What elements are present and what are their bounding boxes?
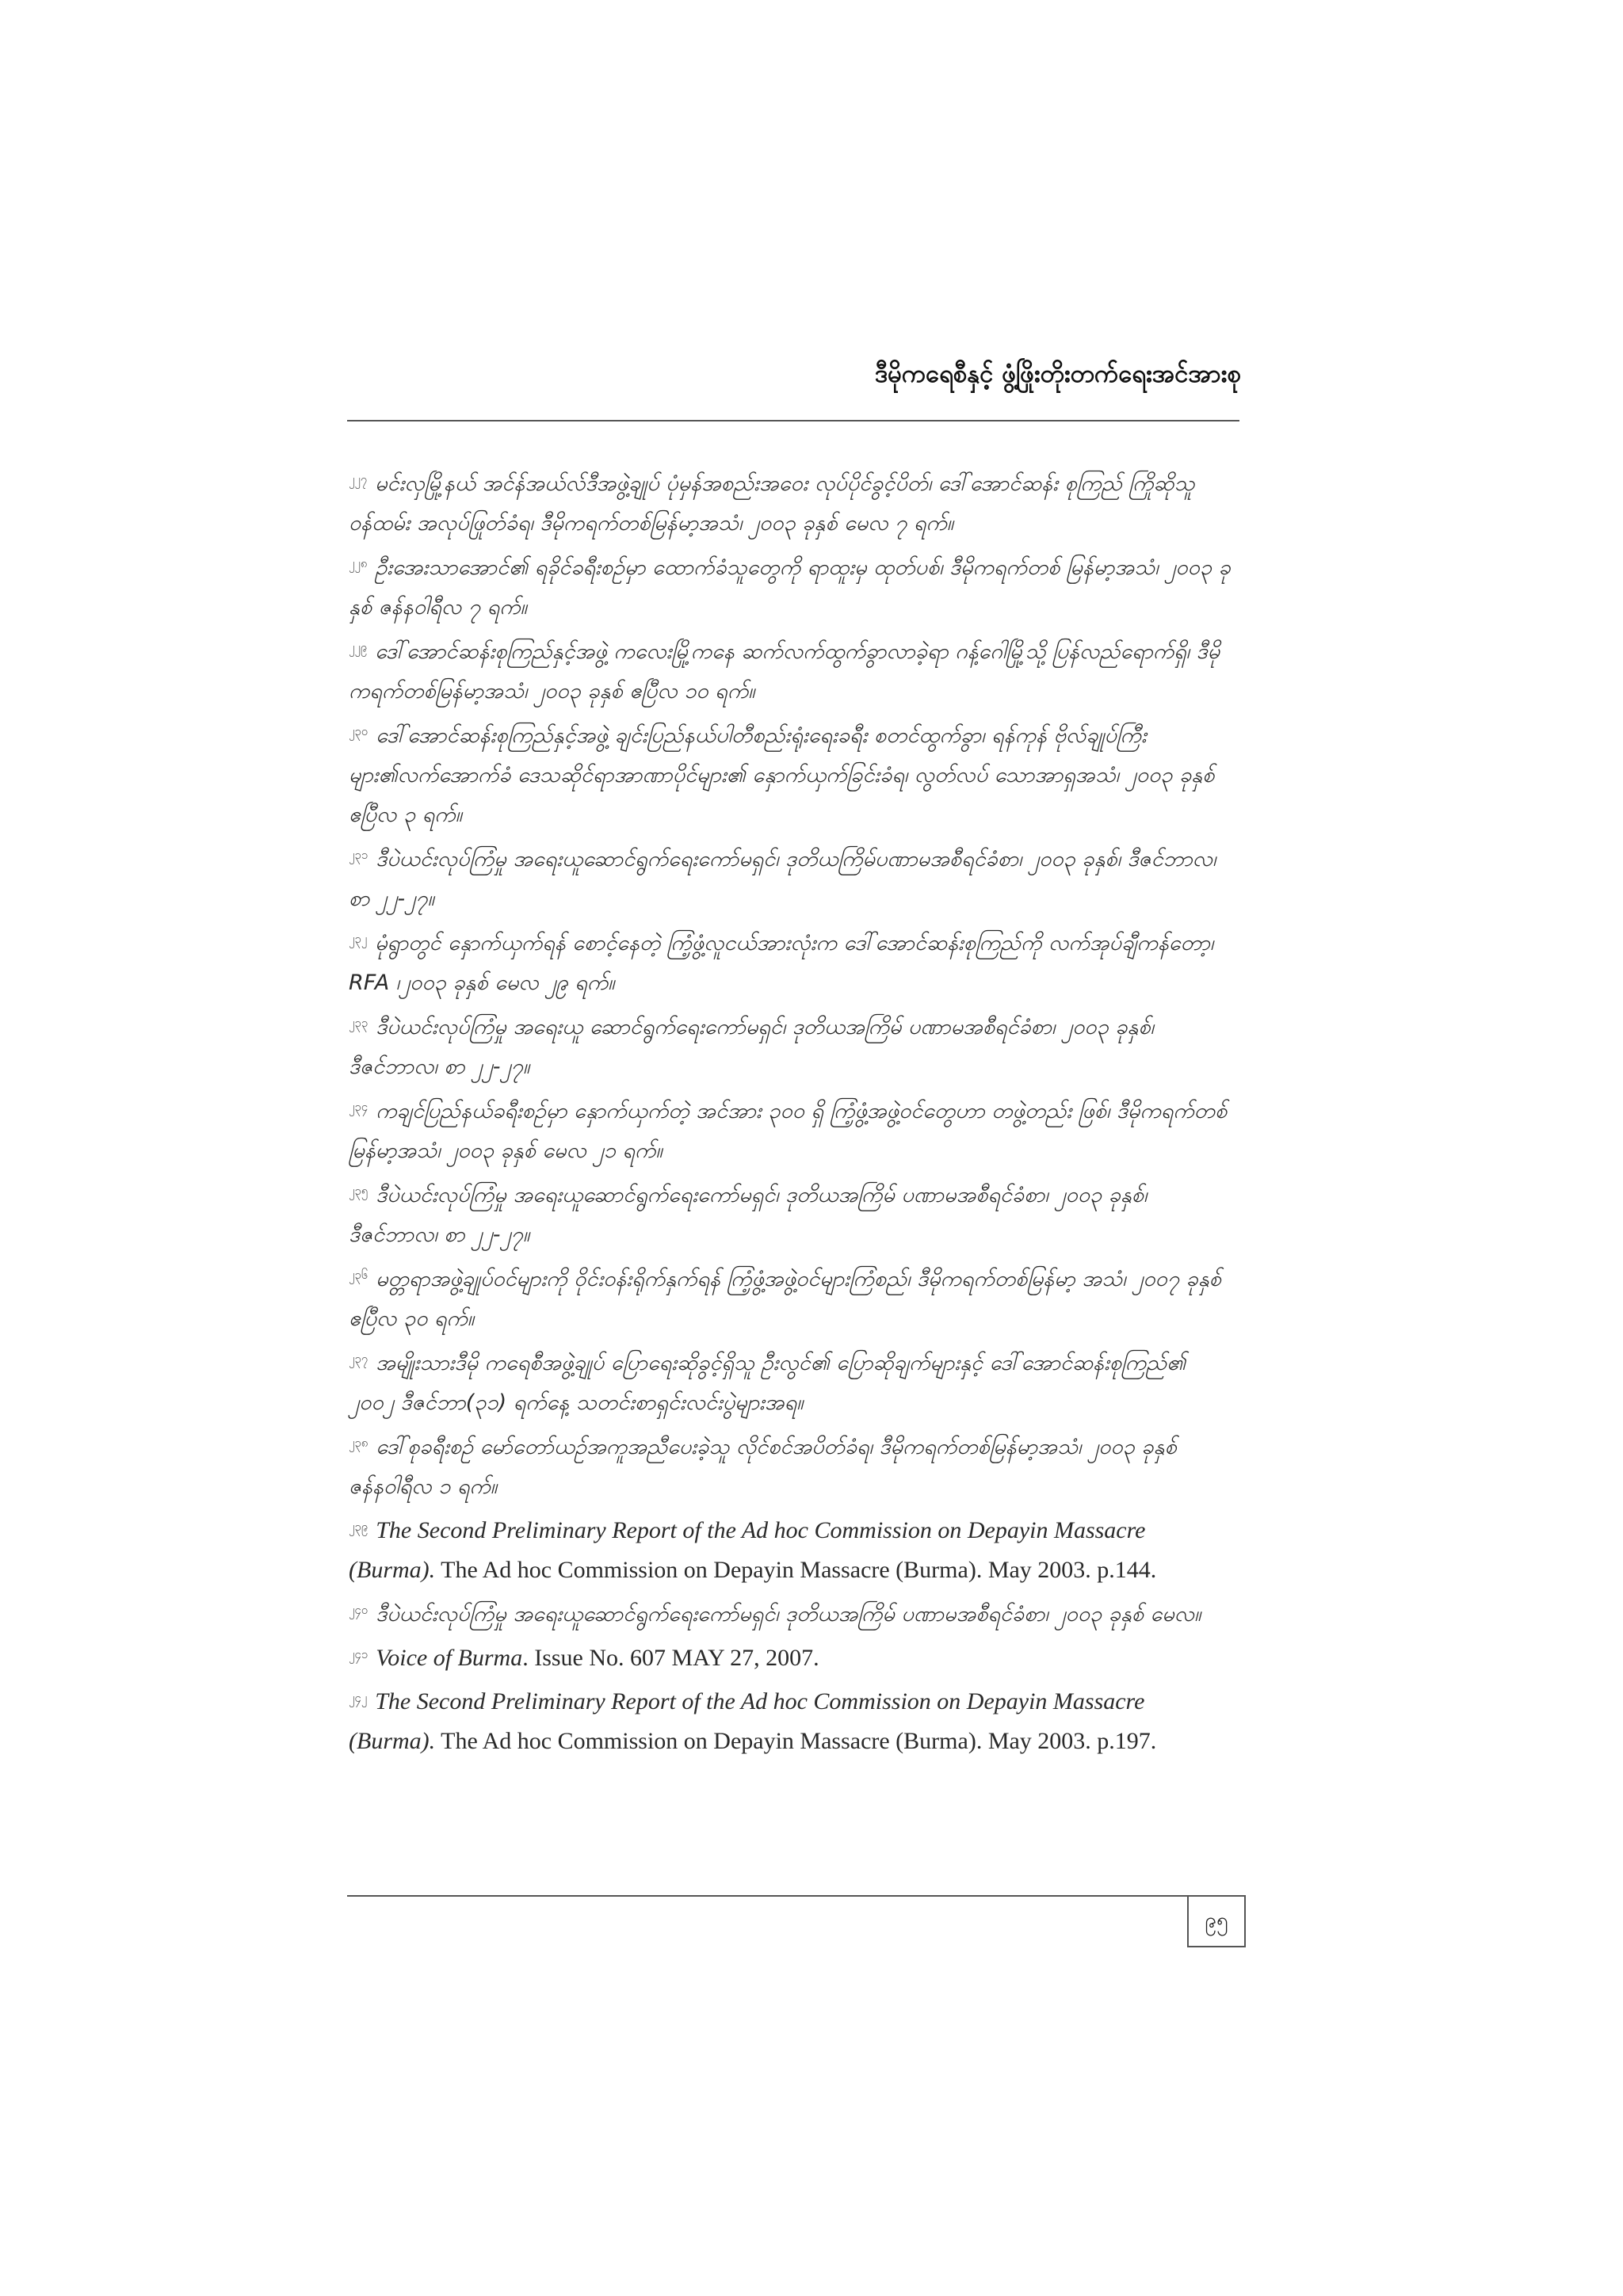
footnote [349,1255,1236,1339]
footnote [349,1634,1236,1678]
footnote-source-details: . Issue No. 607 MAY 27, 2007. [522,1645,819,1671]
footnote-text: ဒေါ်အောင်ဆန်းစုကြည်နှင့်အဖွဲ့ ကလေးမြို့ကနေ ဆက်လက်ထွက်ခွာလာခဲ့ရာ ဂန့်ဂေါမြို့သို့ ပြန်လည်ရောက်ရှိ၊ ဒီမိုကရက်တစ်မြန်မာ့အသံ၊ ၂၀၀၃ ခုနှစ် ဧပြီလ ၁၀ ရက်။ [349,639,1220,704]
footnote [349,1003,1236,1087]
footnotes-list [349,460,1236,1761]
footnote-number: ၂၃၅ [349,1184,369,1198]
footnote-number: ၂၃၇ [349,1352,369,1366]
footnote [349,627,1236,711]
footer-rule [347,1895,1187,1897]
footnote-text: ဒေါ်စုခရီးစဉ် မော်တော်ယဉ်အကူအညီပေးခဲ့သူ လိုင်စင်အပိတ်ခံရ၊ ဒီမိုကရက်တစ်မြန်မာ့အသံ၊ ၂၀၀၃ ခုနှစ် ဇန်နဝါရီလ ၁ ရက်။ [349,1435,1177,1499]
footnote-text: အမျိုးသားဒီမို ကရေစီအဖွဲ့ချုပ် ပြောရေးဆိုခွင့်ရှိသူ ဦးလွင်၏ ပြောဆိုချက်များနှင့် ဒေါ်အောင်ဆန်းစုကြည်၏ ၂၀၀၂ ဒီဇင်ဘာ(၃၁) ရက်နေ့ သတင်းစာရှင်းလင်းပွဲများအရ။ [349,1351,1186,1415]
footnote-text: ဒီပဲယင်းလုပ်ကြံမှု အရေးယူဆောင်ရွက်ရေးကော်မရှင်၊ ဒုတိယအကြိမ် ပဏာမအစီရင်ခံစာ၊ ၂၀၀၃ ခုနှစ်၊ ဒီဇင်ဘာလ၊ စာ ၂၂-၂၇။ [349,1183,1148,1247]
footnote-text: မတ္တရာအဖွဲ့ချုပ်ဝင်များကို ဝိုင်းဝန်းရိုက်နှက်ရန် ကြံ့ဖွံ့အဖွဲ့ဝင်များကြံစည်၊ ဒီမိုကရက်တစ်မြန်မာ့ အသံ၊ ၂၀၀၇ ခုနှစ် ဧပြီလ ၃၀ ရက်။ [349,1267,1221,1331]
footnote [349,543,1236,627]
footnote-text: ဒေါ်အောင်ဆန်းစုကြည်နှင့်အဖွဲ့ ချင်းပြည်နယ်ပါတီစည်းရုံးရေးခရီး စတင်ထွက်ခွာ၊ ရန်ကုန် ဗိုလ်ချုပ်ကြီးများ၏လက်အောက်ခံ ဒေသဆိုင်ရာအာဏာပိုင်များ၏ နှောက်ယှက်ခြင်းခံရ၊ လွတ်လပ် သောအာရှအသံ၊ ၂၀၀၃ ခုနှစ် ဧပြီလ ၃ ရက်။ [349,723,1215,827]
footnote-source-title: The Second Preliminary Report of the Ad hoc Commission on Depayin Massacre (Burma). [349,1517,1146,1583]
footnote-number: ၂၃၈ [349,1436,369,1450]
footnote [349,919,1236,1003]
footnote-text: မင်းလှမြို့နယ် အင်န်အယ်လ်ဒီအဖွဲ့ချုပ် ပုံမှန်အစည်းအဝေး လုပ်ပိုင်ခွင့်ပိတ်၊ ဒေါ်အောင်ဆန်း စုကြည် ကြိုဆိုသူဝန်ထမ်း အလုပ်ဖြုတ်ခံရ၊ ဒီမိုကရက်တစ်မြန်မာ့အသံ၊ ၂၀၀၃ ခုနှစ် မေလ ၇ ရက်။ [349,471,1195,536]
footnote-number: ၂၄၂ [349,1691,368,1705]
footnote [349,1590,1236,1634]
footnote-text: ကချင်ပြည်နယ်ခရီးစဉ်မှာ နှောက်ယှက်တဲ့ အင်အား ၃၀၀ ရှိ ကြံ့ဖွံ့အဖွဲ့ဝင်တွေဟာ တဖွဲ့တည်း ဖြစ်၊ ဒီမိုကရက်တစ်မြန်မာ့အသံ၊ ၂၀၀၃ ခုနှစ် မေလ ၂၁ ရက်။ [349,1099,1228,1163]
running-header: ဒီမိုကရေစီနှင့် ဖွံ့ဖြိုးတိုးတက်ရေးအင်အားစု [874,360,1241,388]
footnote-text: ဒီပဲယင်းလုပ်ကြံမှု အရေးယူဆောင်ရွက်ရေးကော်မရှင်၊ ဒုတိယအကြိမ် ပဏာမအစီရင်ခံစာ၊ ၂၀၀၃ ခုနှစ် မေလ။ [376,1602,1201,1627]
footnote-number: ၂၄၀ [349,1603,369,1617]
footnote-number: ၂၂၉ [349,640,368,654]
header-rule [347,420,1239,421]
footnote-number: ၂၃၆ [349,1268,369,1282]
footnote [349,835,1236,919]
footnote-number: ၂၂၇ [349,472,368,486]
page-number: ၉၅ [1187,1895,1246,1947]
footnote-number: ၂၃၂ [349,932,368,946]
footnote-number: ၂၄၁ [349,1647,369,1661]
footnote-text: ဒီပဲယင်းလုပ်ကြံမှု အရေးယူဆောင်ရွက်ရေးကော်မရှင်၊ ဒုတိယကြိမ်ပဏာမအစီရင်ခံစာ၊ ၂၀၀၃ ခုနှစ်၊ ဒီဇင်ဘာလ၊ စာ ၂၂-၂၇။ [349,847,1216,911]
footnote-number: ၂၃၀ [349,724,369,738]
footnote [349,1171,1236,1255]
footnote-number: ၂၃၉ [349,1520,369,1534]
footnote-text: ဦးအေးသာအောင်၏ ရခိုင်ခရီးစဉ်မှာ ထောက်ခံသူတွေကို ရာထူးမှ ထုတ်ပစ်၊ ဒီမိုကရက်တစ် မြန်မာ့အသံ၊ ၂၀၀၃ ခုနှစ် ဇန်နဝါရီလ ၇ ရက်။ [349,555,1231,620]
footnote [349,460,1236,543]
footnote [349,1087,1236,1171]
footnote-source-details: The Ad hoc Commission on Depayin Massacre (Burma). May 2003. p.144. [435,1557,1157,1583]
footnote [349,1423,1236,1507]
footnote-text: ဒီပဲယင်းလုပ်ကြံမှု အရေးယူ ဆောင်ရွက်ရေးကော်မရှင်၊ ဒုတိယအကြိမ် ပဏာမအစီရင်ခံစာ၊ ၂၀၀၃ ခုနှစ်၊ ဒီဇင်ဘာလ၊ စာ ၂၂-၂၇။ [349,1015,1154,1079]
footnote [349,1339,1236,1423]
footnote-number: ၂၃၄ [349,1100,369,1114]
footnote-number: ၂၂၈ [349,556,368,570]
footnote-source-title: Voice of Burma [376,1645,523,1671]
footnote [349,711,1236,835]
footnote-source-details: The Ad hoc Commission on Depayin Massacre (Burma). May 2003. p.197. [435,1728,1157,1754]
footnote [349,1507,1236,1590]
footnote-source-title: The Second Preliminary Report of the Ad hoc Commission on Depayin Massacre (Burma). [349,1688,1145,1754]
footnote-number: ၂၃၃ [349,1016,369,1030]
footnote [349,1678,1236,1761]
footnote-number: ၂၃၁ [349,848,369,862]
footnote-text: မုံရွာတွင် နှောက်ယှက်ရန် စောင့်နေတဲ့ ကြံ့ဖွံ့လူငယ်အားလုံးက ဒေါ်အောင်ဆန်းစုကြည်ကို လက်အုပ်ချီကန်တော့၊ RFA ၊၂၀၀၃ ခုနှစ် မေလ ၂၉ ရက်။ [349,931,1214,995]
